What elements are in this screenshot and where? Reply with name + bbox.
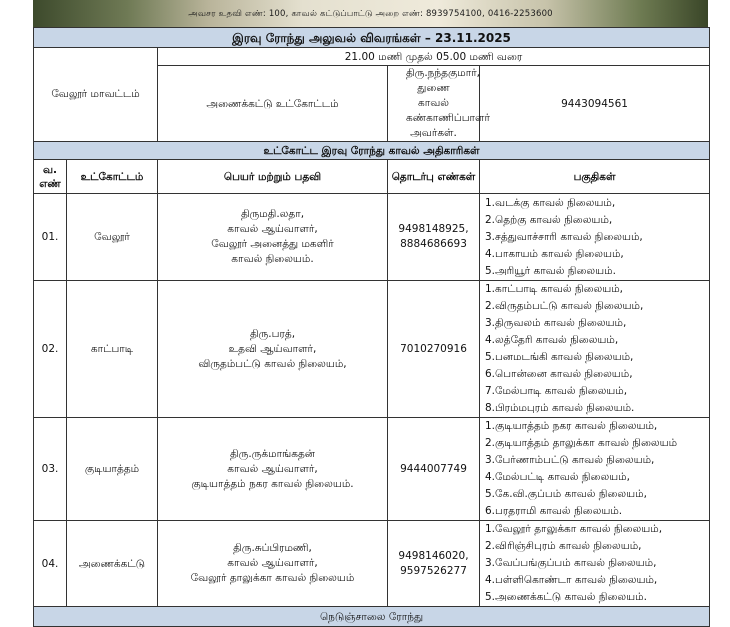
officer-line: வேலூர் தாலுக்கா காவல் நிலையம்	[190, 572, 355, 584]
column-header-name: பெயர் மற்றும் பதவி	[158, 160, 388, 194]
header-banner-image	[33, 0, 708, 27]
column-header-sno: வ. எண்	[34, 160, 67, 194]
area-item: 1.காட்பாடி காவல் நிலையம்,	[485, 283, 624, 295]
contact-number: 9444007749	[400, 462, 467, 475]
table-row	[34, 194, 710, 281]
row-contact	[388, 418, 480, 521]
row-subdivision: வேலூர்	[67, 194, 158, 281]
row-officer	[158, 521, 388, 607]
district-label: வேலூர் மாவட்டம்	[34, 48, 158, 142]
officer-line: குடியாத்தம் நகர காவல் நிலையம்.	[191, 477, 354, 490]
row-areas	[480, 281, 710, 418]
row-areas	[480, 418, 710, 521]
area-item: 1.வடக்கு காவல் நிலையம்,	[485, 196, 616, 209]
section-title: உட்கோட்ட இரவு ரோந்து காவல் அதிகாரிகள்	[34, 142, 710, 160]
officer-line: திரு.பரத்,	[249, 327, 296, 340]
officer-line: வேலூர் அனைத்து மகளிர்	[211, 238, 334, 250]
row-areas	[480, 521, 710, 607]
contact-number: 9597526277	[400, 564, 467, 577]
column-header-subdivision: உட்கோட்டம்	[67, 160, 158, 194]
area-item: 3.திருவலம் காவல் நிலையம்,	[485, 317, 627, 329]
row-areas	[480, 194, 710, 281]
contact-number: 9498148925,	[398, 223, 469, 235]
row-contact	[388, 194, 480, 281]
row-sno: 01.	[34, 194, 67, 281]
column-header-contact: தொடர்பு எண்கள்	[388, 160, 480, 194]
area-item: 5.பனமடங்கி காவல் நிலையம்,	[485, 351, 634, 363]
area-item: 1.வேலூர் தாலுக்கா காவல் நிலையம்,	[485, 523, 663, 535]
area-item: 4.மேல்பட்டி காவல் நிலையம்,	[485, 471, 630, 483]
area-item: 2.விரிஞ்சிபுரம் காவல் நிலையம்,	[485, 540, 642, 552]
area-item: 5.கே.வி.குப்பம் காவல் நிலையம்,	[485, 488, 647, 500]
area-item: 1.குடியாத்தம் நகர காவல் நிலையம்,	[485, 420, 658, 432]
officer-line: காவல் ஆய்வாளர்,	[227, 462, 318, 475]
officer-line: திரு.சுப்பிரமணி,	[233, 542, 312, 554]
officer-line: உதவி ஆய்வாளர்,	[228, 342, 317, 355]
officer-line: காவல் நிலையம்.	[231, 253, 314, 265]
contact-number: 9498146020,	[398, 549, 469, 562]
table-row	[34, 521, 710, 607]
officer-line: காவல் ஆய்வாளர்,	[227, 223, 318, 235]
column-header-areas: பகுதிகள்	[480, 160, 710, 194]
officer-line: திருமதி.லதா,	[240, 208, 305, 220]
highway-patrol-heading: நெடுஞ்சாலை ரோந்து	[34, 607, 710, 627]
area-item: 3.சத்துவாச்சாரி காவல் நிலையம்,	[485, 230, 643, 243]
contact-number: 7010270916	[400, 342, 467, 355]
district-subdivision: அணைக்கட்டு உட்கோட்டம்	[158, 66, 388, 142]
area-item: 2.விருதம்பட்டு காவல் நிலையம்,	[485, 300, 644, 312]
area-item: 5.அரியூர் காவல் நிலையம்.	[485, 264, 616, 277]
row-subdivision: குடியாத்தம்	[67, 418, 158, 521]
area-item: 6.பரதராமி காவல் நிலையம்.	[485, 505, 623, 517]
area-item: 3.வேப்பங்குப்பம் காவல் நிலையம்,	[485, 557, 657, 569]
row-officer	[158, 194, 388, 281]
patrol-table	[33, 27, 710, 627]
district-officer-phone: 9443094561	[480, 66, 710, 142]
patrol-duty-sheet	[33, 27, 709, 623]
area-item: 3.பேர்ணாம்பட்டு காவல் நிலையம்,	[485, 454, 655, 466]
area-item: 4.பாகாயம் காவல் நிலையம்,	[485, 247, 624, 260]
row-officer	[158, 281, 388, 418]
area-item: 2.தெற்கு காவல் நிலையம்,	[485, 213, 613, 226]
row-subdivision: காட்பாடி	[67, 281, 158, 418]
table-row	[34, 418, 710, 521]
officer-line: காவல் ஆய்வாளர்,	[227, 557, 318, 569]
row-sno: 04.	[34, 521, 67, 607]
row-contact	[388, 281, 480, 418]
row-officer	[158, 418, 388, 521]
report-title: இரவு ரோந்து அலுவல் விவரங்கள் – 23.11.2025	[34, 28, 710, 48]
area-item: 5.அணைக்கட்டு காவல் நிலையம்.	[485, 591, 647, 603]
row-subdivision: அணைக்கட்டு	[67, 521, 158, 607]
officer-line: விருதம்பட்டு காவல் நிலையம்,	[198, 357, 347, 370]
officer-line: திரு.ருக்மாங்கதன்	[230, 447, 315, 460]
time-range: 21.00 மணி முதல் 05.00 மணி வரை	[158, 48, 710, 66]
contact-number: 8884686693	[400, 238, 467, 250]
area-item: 4.பள்ளிகொண்டா காவல் நிலையம்,	[485, 574, 658, 586]
row-sno: 03.	[34, 418, 67, 521]
area-item: 6.பொன்னை காவல் நிலையம்,	[485, 368, 633, 380]
district-officer: திரு.நந்தகுமார், துணை காவல் கண்காணிப்பாளர் அவர்கள்.	[388, 66, 480, 142]
area-item: 8.பிரம்மபுரம் காவல் நிலையம்.	[485, 402, 635, 414]
area-item: 2.குடியாத்தம் தாலுக்கா காவல் நிலையம்	[485, 437, 678, 449]
table-row	[34, 281, 710, 418]
emergency-contact-line: அவசர உதவி எண்: 100, காவல் கட்டுப்பாட்டு அறை எண்: 8939754100, 0416-2253600	[188, 9, 553, 19]
area-item: 7.மேல்பாடி காவல் நிலையம்,	[485, 385, 628, 397]
row-sno: 02.	[34, 281, 67, 418]
area-item: 4.லத்தேரி காவல் நிலையம்,	[485, 334, 619, 346]
row-contact	[388, 521, 480, 607]
